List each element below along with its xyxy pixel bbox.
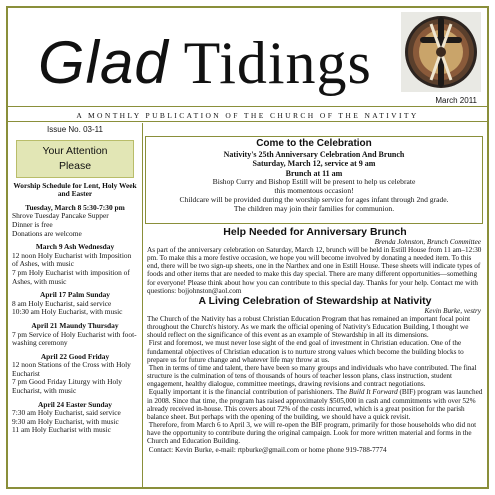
- tagline-divider: [8, 121, 487, 122]
- stewardship-byline: Kevin Burke, vestry: [424, 307, 481, 315]
- schedule-heading: April 21 Maundy Thursday: [31, 320, 119, 330]
- brunch-heading: Help Needed for Anniversary Brunch: [223, 226, 407, 238]
- publication-tagline: A MONTHLY PUBLICATION OF THE CHURCH OF THE NATIVITY: [76, 111, 419, 120]
- issue-number: Issue No. 03-11: [47, 125, 103, 134]
- celebration-line-7: The children may join their families for communion.: [233, 203, 395, 213]
- schedule-heading: Tuesday, March 8 5:30-7:30 pm: [25, 202, 125, 212]
- celebration-line-4: Bishop Curry and Bishop Estill will be present to help us celebrate: [212, 177, 416, 187]
- schedule-heading: April 17 Palm Sunday: [39, 290, 111, 300]
- newsletter-title: [38, 28, 372, 98]
- schedule-line: Dinner is free: [12, 219, 53, 229]
- schedule-block: [8, 182, 142, 199]
- schedule-block: [8, 243, 142, 286]
- attention-line-1: Your Attention: [42, 144, 108, 157]
- celebration-heading: Come to the Celebration: [256, 138, 372, 149]
- stewardship-paragraph: First and foremost, we must never lose sight of the end goal of investment in Christian education. One of the fundamental objectives of Christian education is to nurture strong values which become the building blocks to prepare us for future change and whatever life may throw at us.: [147, 339, 464, 364]
- stewardship-body: [145, 315, 485, 454]
- schedule-line: 11 am Holy Eucharist with music: [12, 425, 111, 435]
- celebration-line-1: Nativity's 25th Anniversary Celebration And Brunch: [223, 150, 405, 159]
- stewardship-paragraph: Then in terms of time and talent, there have been so many groups and individuals who have contributed. The final structure is the culmination of tens of thousands of hours of teacher lesson plans, class instruction, student engagement, healthy dialogue, committee meetings, drawing revisions and contract negotiations.: [147, 363, 477, 389]
- stewardship-contact: Contact: Kevin Burke, e-mail: rtpburke@gmail.com or home phone 919-788-7774: [148, 445, 387, 454]
- stewardship-paragraph: Therefore, from March 6 to April 3, we will re-open the BIF program, primarily for those households who did not have the opportunity to contribute during the original campaign. Look for more written material and forms in the Church and Education Building.: [147, 421, 477, 446]
- brunch-body: As part of the anniversary celebration on Saturday, March 12, brunch will be held in Estill House from 11 am–12:30 pm. To make this a more festive occasion, we hope you will become involved by donating a needed item. To this end, there will be two sign-up sheets, one in the Narthex and one in Estill House. These sheets will indicate types of foods and other items that are needed to make this day special. There are many different opportunities—something for everyone! Please think about how you can contribute to this special day. Thanks for your help. Contact me with questions: bojjohnston@aol.com: [147, 246, 482, 295]
- schedule-line: Shrove Tuesday Pancake Supper: [12, 211, 109, 221]
- schedule-heading: April 24 Easter Sunday: [38, 399, 112, 409]
- schedule-heading: March 9 Ash Wednesday: [35, 242, 115, 252]
- title-word-glad: Glad: [38, 29, 169, 96]
- stewardship-paragraph: The Church of the Nativity has a robust Christian Education Program that has remained an important focal point throughout the Church's history. As we mark the official opening of Nativity's Education Building, I thought we should reflect on the significance of this event as an example of Stewardship in all its dimensions.: [147, 315, 471, 340]
- schedule-list: [8, 182, 142, 435]
- schedule-line: 10:30 am Holy Eucharist, with music: [12, 307, 123, 317]
- schedule-heading: Worship Schedule for Lent, Holy Week and Easter: [13, 180, 137, 199]
- sidebar: [8, 123, 143, 487]
- masthead-divider: [8, 106, 487, 107]
- schedule-block: [8, 322, 142, 348]
- schedule-block: [8, 204, 142, 238]
- attention-line-2: Please: [58, 159, 92, 172]
- attention-box: [16, 140, 134, 178]
- program-name: Build It Forward: [348, 388, 398, 397]
- celebration-line-3: Brunch at 11 am: [285, 168, 343, 178]
- masthead: [8, 8, 487, 106]
- brunch-byline: Brenda Johnston, Brunch Committee: [374, 238, 481, 246]
- stewardship-article: [145, 295, 485, 454]
- cross-seal-icon: [401, 12, 481, 92]
- schedule-line: 12 noon Holy Eucharist with Imposition of Ashes, with music: [12, 250, 132, 269]
- schedule-block: [8, 401, 142, 435]
- celebration-line-2: Saturday, March 12, service at 9 am: [252, 159, 376, 169]
- issue-date: March 2011: [435, 96, 477, 105]
- main-column: [145, 124, 485, 486]
- schedule-line: 7 pm Service of Holy Eucharist with foot-washing ceremony: [12, 329, 137, 348]
- schedule-line: Donations are welcome: [12, 228, 82, 238]
- schedule-line: 7 pm Holy Eucharist with imposition of Ashes, with music: [12, 267, 130, 286]
- schedule-block: [8, 353, 142, 396]
- schedule-heading: April 22 Good Friday: [40, 351, 110, 361]
- schedule-line: 7:30 am Holy Eucharist, said service: [12, 408, 121, 418]
- schedule-line: 9:30 am Holy Eucharist, with music: [12, 416, 119, 426]
- celebration-line-5: this momentous occasion!: [274, 186, 354, 196]
- celebration-box: [145, 136, 483, 224]
- schedule-block: [8, 291, 142, 317]
- brunch-article: [145, 226, 485, 295]
- schedule-line: 8 am Holy Eucharist, said service: [12, 298, 112, 308]
- celebration-line-6: Childcare will be provided during the worship service for ages infant through 2nd grade.: [179, 194, 449, 204]
- title-word-tidings: Tidings: [183, 30, 372, 96]
- schedule-line: 7 pm Good Friday Liturgy with Holy Eucharist, with music: [12, 377, 122, 396]
- schedule-line: 12 noon Stations of the Cross with Holy Eucharist: [12, 360, 131, 378]
- stewardship-paragraph: Equally important it is the financial contribution of parishioners. The Build It Forward (BIF) program was launched in 2008. Since that time, the program has raised approximately $505,000 in cash and commitments with over 52% already received in-house. This covers about 72% of the costs incurred, which is a great position for the parish balance sheet. But perhaps with the opening of the building, we should have a quick revisit.: [147, 388, 483, 421]
- stewardship-heading: A Living Celebration of Stewardship at Nativity: [198, 295, 432, 307]
